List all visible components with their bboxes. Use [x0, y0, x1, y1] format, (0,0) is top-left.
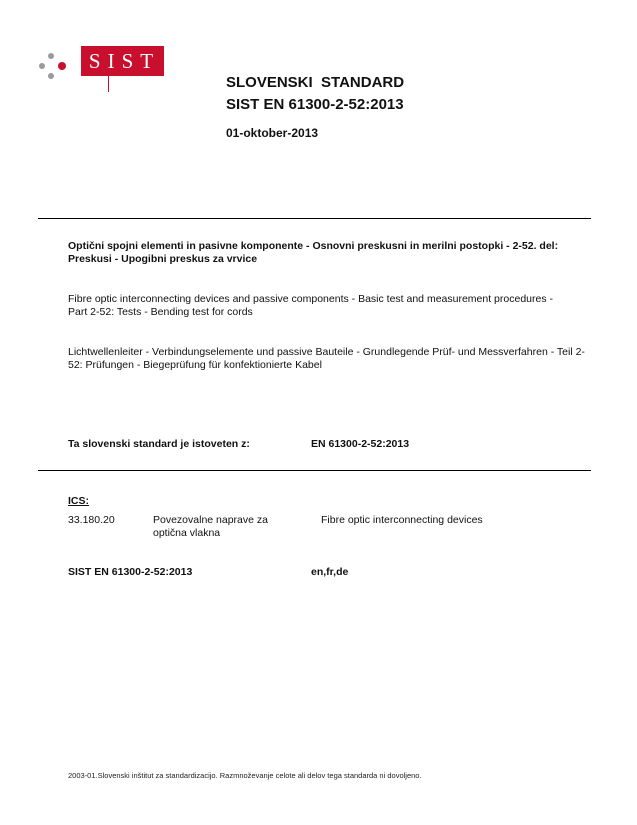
- title-english: Fibre optic interconnecting devices and passive components - Basic test and measurement procedures - Part 2-52: Tests - Bending test for cords: [68, 293, 553, 318]
- copyright-footer: 2003-01.Slovenski inštitut za standardizacijo. Razmnoževanje celote ali delov tega standarda ni dovoljeno.: [68, 771, 422, 780]
- bottom-standard-id: SIST EN 61300-2-52:2013: [68, 566, 193, 578]
- middle-divider: [38, 470, 591, 471]
- identical-value: EN 61300-2-52:2013: [311, 438, 410, 450]
- ics-description-en: Fibre optic interconnecting devices: [321, 514, 483, 526]
- document-type: SLOVENSKI STANDARD: [226, 74, 405, 91]
- logo-dots-icon: [38, 52, 78, 82]
- title-slovenian: Optični spojni elementi in pasivne komponente - Osnovni preskusni in merilni postopki - 2-52. del: Preskusi - Upogibni preskus za vrvice: [68, 240, 559, 265]
- logo-text: SIST: [88, 49, 161, 73]
- ics-code: 33.180.20: [68, 514, 115, 526]
- title-german: Lichtwellenleiter - Verbindungselemente und passive Bauteile - Grundlegende Prüf- und Messverfahren - Teil 2-52: Prüfungen - Biegeprüfung für konfektionierte Kabel: [68, 346, 585, 371]
- publication-date: 01-oktober-2013: [226, 126, 319, 140]
- languages: en,fr,de: [311, 566, 349, 578]
- ics-description-sl: Povezovalne naprave za optična vlakna: [153, 514, 268, 539]
- logo-tick: [108, 76, 109, 92]
- identical-label: Ta slovenski standard je istoveten z:: [68, 438, 250, 450]
- standard-id: SIST EN 61300-2-52:2013: [226, 96, 404, 113]
- ics-label: ICS:: [68, 495, 89, 507]
- top-divider: [38, 218, 591, 219]
